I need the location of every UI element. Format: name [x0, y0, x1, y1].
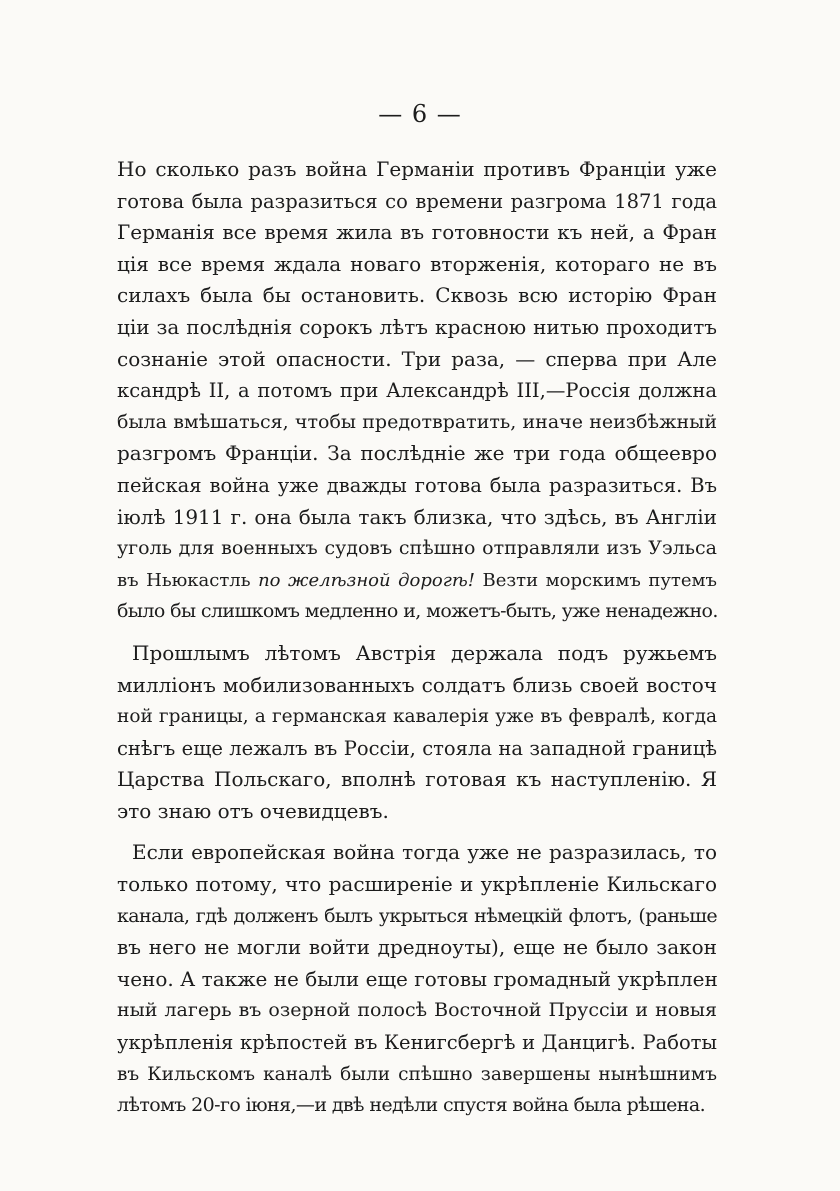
text-line: разгромъ Франціи. За послѣдніе же три года общеевро [117, 441, 717, 466]
text-line: только потому, что расширеніе и укрѣпленіе Кильскаго [117, 872, 717, 897]
text-line: милліонъ мобилизованныхъ солдатъ близь своей восточ [117, 672, 717, 697]
page-number: — 6 — [378, 100, 462, 128]
italic-phrase: по желѣзной дорогѣ! [258, 569, 475, 591]
text-line: ный лагерь въ озерной полосѣ Восточной Пруссіи и новыя [117, 999, 717, 1022]
text-line: уголь для военныхъ судовъ спѣшно отправляли изъ Уэльса [117, 537, 717, 560]
body-text [117, 154, 717, 1122]
text-line: сознаніе этой опасности. Три раза, — сперва при Але [117, 346, 717, 371]
text-line: Но сколько разъ война Германіи противъ Франціи уже [117, 157, 717, 181]
text-line: силахъ была бы остановить. Сквозь всю исторію Фран [117, 283, 717, 308]
text-line: укрѣпленія крѣпостей въ Кенигсбергѣ и Данцигѣ. Работы [117, 1031, 717, 1055]
text-line: ціи за послѣднія сорокъ лѣтъ красною нитью проходитъ [117, 314, 717, 339]
text-line: іюлѣ 1911 г. она была такъ близка, что здѣсь, въ Англіи [117, 504, 717, 529]
text-line: это знаю отъ очевидцевъ. [117, 798, 389, 823]
text-line: лѣтомъ 20-го іюня,—и двѣ недѣли спустя война была рѣшена. [117, 1094, 706, 1117]
text-line: Германія все время жила въ готовности къ ней, а Фран [117, 220, 717, 245]
text-line: въ него не могли войти дредноуты), еще не было закон [117, 935, 717, 960]
text-line: снѣгъ еще лежалъ въ Россіи, стояла на западной границѣ [117, 736, 717, 760]
text-line: была вмѣшаться, чтобы предотвратить, иначе неизбѣжный [117, 410, 717, 433]
text-segment: Везти морскимъ путемъ [474, 569, 717, 591]
text-line: канала, гдѣ долженъ былъ укрыться нѣмецкій флотъ, (раньше [117, 904, 717, 927]
text-line: пейская война уже дважды готова была разразиться. Въ [117, 473, 717, 497]
text-line: Прошлымъ лѣтомъ Австрія держала подъ ружьемъ [132, 640, 717, 665]
text-line: ція все время ждала новаго вторженія, котораго не въ [117, 251, 717, 276]
text-line: Царства Польскаго, вполнѣ готовая къ наступленію. Я [117, 767, 717, 792]
text-line: Если европейская война тогда уже не разразилась, то [132, 840, 717, 865]
text-line [117, 565, 717, 597]
text-line: было бы слишкомъ медленно и, можетъ-быть, уже ненадежно. [117, 600, 718, 623]
text-line: чено. А также не были еще готовы громадный укрѣплен [117, 966, 718, 991]
text-line: готова была разразиться со времени разгрома 1871 года [117, 189, 717, 213]
text-line: въ Кильскомъ каналѣ были спѣшно завершены нынѣшнимъ [117, 1063, 717, 1085]
text-line: ной границы, а германская кавалерія уже въ февралѣ, когда [117, 706, 717, 728]
text-line: ксандрѣ II, а потомъ при Александрѣ III,—Россія должна [117, 379, 717, 403]
text-segment: въ Ньюкастль [117, 569, 259, 591]
